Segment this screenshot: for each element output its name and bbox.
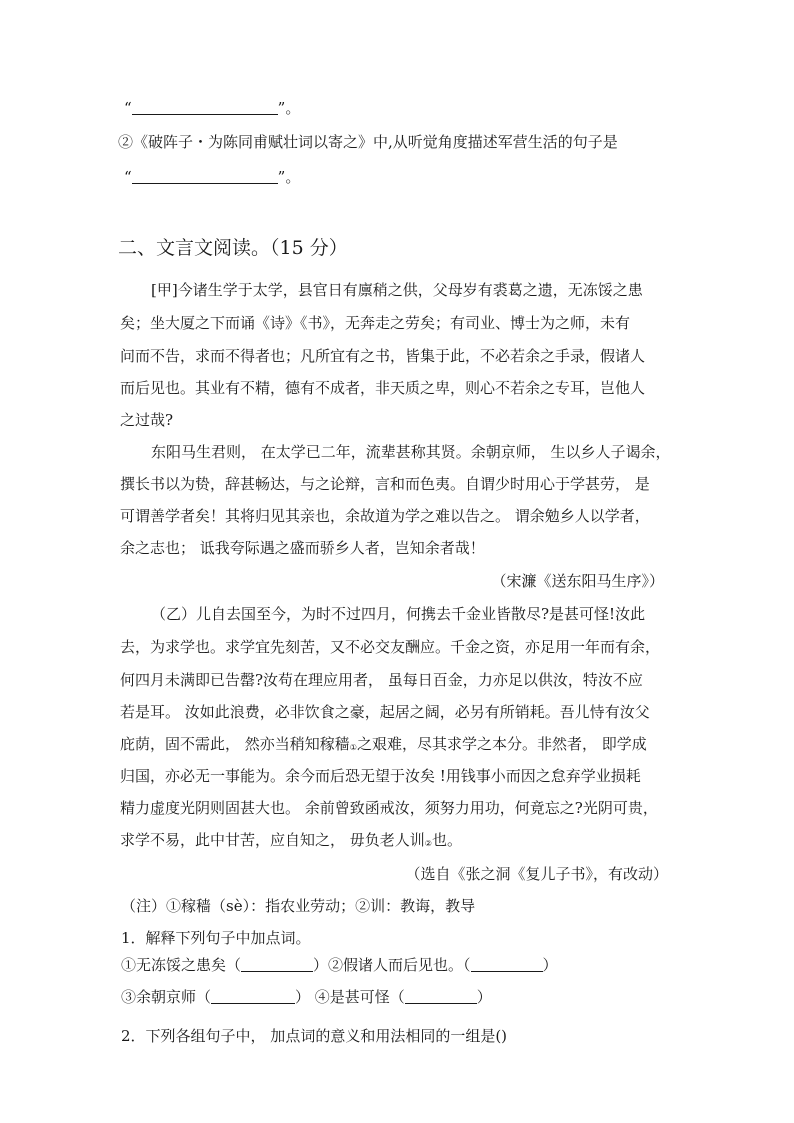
passage-source: （宋濂《送东阳马生序》） bbox=[491, 572, 664, 590]
passage-line: （乙）儿自去国至今，为时不过四月，何携去千金业皆散尽?是甚可怪!汝此 bbox=[151, 605, 646, 623]
passage-line: 精力虚度光阴则固甚大也。 余前曾致函戒汝，须努力用功，何竟忘之?光阴可贵， bbox=[120, 799, 658, 817]
passage-line: [甲]今诸生学于太学，县官日有廪稍之供，父母岁有裘葛之遗，无冻馁之患 bbox=[151, 281, 643, 299]
passage-line: 可谓善学者矣！其将归见其亲也，余故道为学之难以告之。 谓余勉乡人以学者， bbox=[120, 507, 650, 525]
passage-line: 何四月未满即已告罄?汝苟在理应用者， 虽每日百金，力亦足以供汝，特汝不应 bbox=[120, 671, 643, 689]
note-marker-1: ① bbox=[349, 743, 357, 752]
question-1-row-1: ①无冻馁之患矣（ ）②假诸人而后见也。（ ） bbox=[121, 956, 558, 974]
answer-blank-1[interactable] bbox=[132, 100, 278, 115]
answer-blank-q1-4[interactable] bbox=[405, 989, 477, 1004]
passage-line: 矣；坐大厦之下而诵《诗》《书》，无奔走之劳矣；有司业、博士为之师，未有 bbox=[120, 314, 631, 332]
passage-line: 东阳马生君则， 在太学已二年，流辈甚称其贤。余朝京师， 生以乡人子谒余， bbox=[151, 443, 671, 461]
question-1-row-2: ③余朝京师（ ） ④是甚可怪（ ） bbox=[121, 988, 492, 1006]
question-poem-listening: ②《破阵子・为陈同甫赋壮词以寄之》中,从听觉角度描述军营生活的句子是 bbox=[118, 133, 618, 151]
answer-line-2: “ ”。 bbox=[124, 168, 301, 186]
passage-line: 庇荫，固不需此， 然亦当稍知稼穑①之艰难，尽其求学之本分。非然者， 即学成 bbox=[120, 735, 647, 753]
question-1-stem: 1．解释下列句子中加点词。 bbox=[121, 929, 311, 947]
passage-line: 余之志也； 诋我夸际遇之盛而骄乡人者，岂知余者哉！ bbox=[120, 539, 485, 557]
passage-line: 问而不告，求而不得者也；凡所宜有之书，皆集于此，不必若余之手录，假诸人 bbox=[120, 347, 646, 365]
passage-line: 求学不易，此中甘苦，应自知之， 毋负老人训②也。 bbox=[120, 831, 462, 849]
passage-line: 而后见也。其业有不精，德有不成者，非天质之卑，则心不若余之专耳，岂他人 bbox=[120, 379, 646, 397]
answer-line-1: “ ”。 bbox=[124, 99, 301, 117]
question-2-stem: 2．下列各组句子中， 加点词的意义和用法相同的一组是() bbox=[121, 1027, 508, 1045]
answer-blank-2[interactable] bbox=[132, 169, 278, 184]
answer-blank-q1-1[interactable] bbox=[241, 957, 313, 972]
footnotes: （注）①稼穑（sè）：指农业劳动；②训：教诲，教导 bbox=[121, 897, 476, 915]
passage-line: 之过哉? bbox=[120, 411, 174, 429]
passage-line: 撰长书以为贽，辞甚畅达，与之论辩，言和而色夷。自谓少时用心于学甚劳， 是 bbox=[120, 475, 650, 493]
answer-blank-q1-2[interactable] bbox=[471, 957, 543, 972]
passage-source: （选自《张之洞《复儿子书》，有改动） bbox=[405, 865, 668, 883]
answer-blank-q1-3[interactable] bbox=[211, 989, 295, 1004]
note-marker-2: ② bbox=[424, 839, 432, 848]
passage-line: 归国，亦必无一事能为。余今而后恐无望于汝矣 !用钱事小而因之怠弃学业损耗 bbox=[120, 767, 641, 785]
passage-line: 去，为求学也。求学宜先刻苦，又不必交友酬应。千金之资，亦足用一年而有余， bbox=[120, 638, 661, 656]
passage-line: 若是耳。 汝如此浪费，必非饮食之豪，起居之阔，必另有所销耗。吾儿恃有汝父 bbox=[120, 703, 650, 721]
section-title: 二、文言文阅读。（15 分） bbox=[118, 237, 348, 259]
